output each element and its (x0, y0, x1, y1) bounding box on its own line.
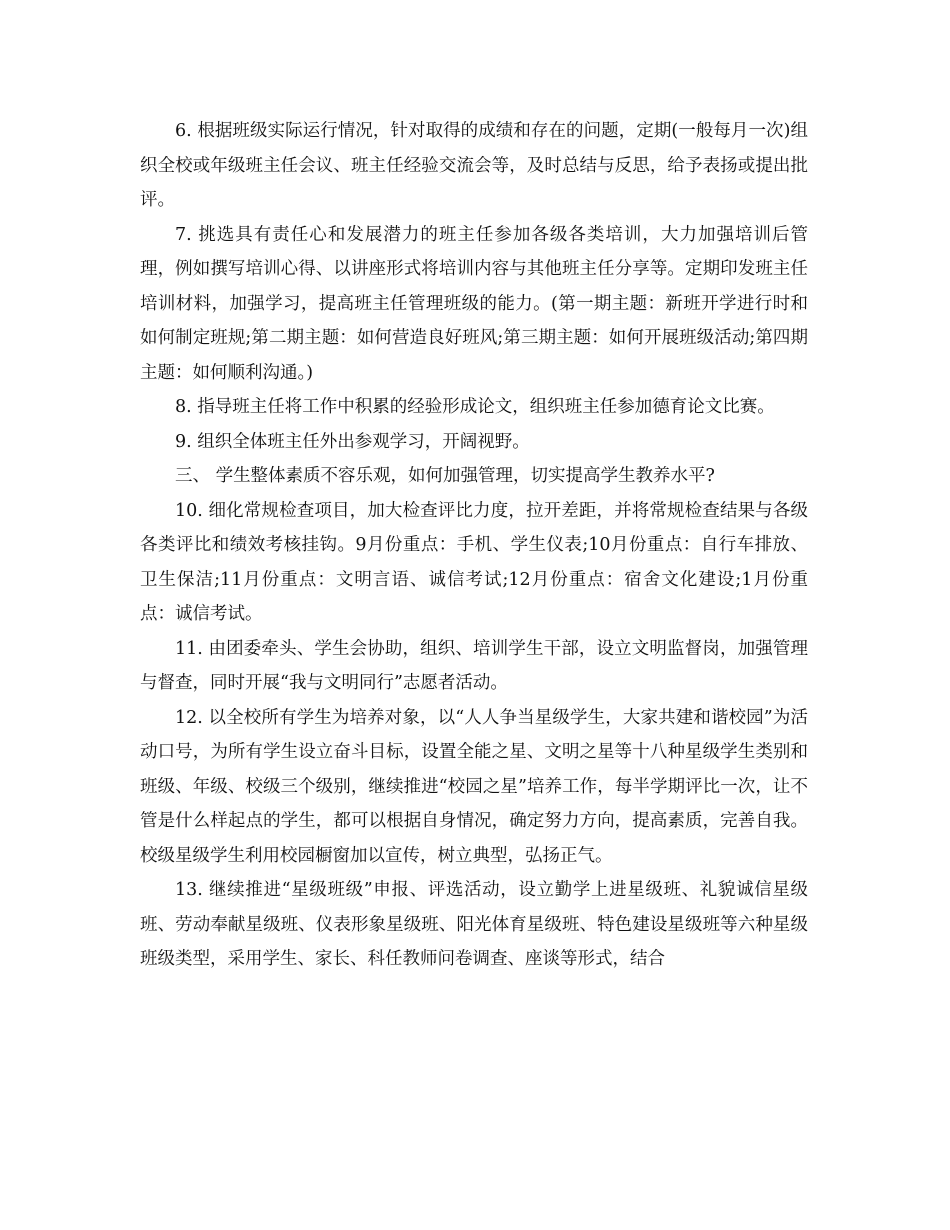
document-body (140, 114, 808, 977)
section-heading-3: 三、 学生整体素质不容乐观，如何加强管理，切实提高学生教养水平? (175, 466, 715, 486)
paragraph-item-11: 11. 由团委牵头、学生会协助，组织、培训学生干部，设立文明监督岗，加强管理与督查，同时开展“我与文明同行”志愿者活动。 (140, 638, 808, 693)
paragraph-item-10: 10. 细化常规检查项目，加大检查评比力度，拉开差距，并将常规检查结果与各级各类评比和绩效考核挂钩。9月份重点：手机、学生仪表;10月份重点：自行车排放、卫生保洁;11月份重点：文明言语、诚信考试;12月份重点：宿舍文化建设;1月份重点：诚信考试。 (140, 500, 808, 624)
paragraph-item-12: 12. 以全校所有学生为培养对象，以“人人争当星级学生，大家共建和谐校园”为活动口号，为所有学生设立奋斗目标，设置全能之星、文明之星等十八种星级学生类别和班级、年级、校级三个级别，继续推进“校园之星”培养工作，每半学期评比一次，让不管是什么样起点的学生，都可以根据自身情况，确定努力方向，提高素质，完善自我。校级星级学生利用校园橱窗加以宣传，树立典型，弘扬正气。 (140, 707, 808, 866)
paragraph-item-7: 7. 挑选具有责任心和发展潜力的班主任参加各级各类培训，大力加强培训后管理，例如撰写培训心得、以讲座形式将培训内容与其他班主任分享等。定期印发班主任培训材料，加强学习，提高班主任管理班级的能力。(第一期主题：新班开学进行时和如何制定班规;第二期主题：如何营造良好班风;第三期主题：如何开展班级活动;第四期主题：如何顺利沟通。) (140, 224, 808, 383)
paragraph-item-13: 13. 继续推进“星级班级”申报、评选活动，设立勤学上进星级班、礼貌诚信星级班、劳动奉献星级班、仪表形象星级班、阳光体育星级班、特色建设星级班等六种星级班级类型，采用学生、家长、科任教师问卷调查、座谈等形式，结合 (140, 880, 808, 969)
paragraph-item-6: 6. 根据班级实际运行情况，针对取得的成绩和存在的问题，定期(一般每月一次)组织全校或年级班主任会议、班主任经验交流会等，及时总结与反思，给予表扬或提出批评。 (140, 121, 808, 210)
paragraph-item-9: 9. 组织全体班主任外出参观学习，开阔视野。 (175, 431, 530, 452)
paragraph-item-8: 8. 指导班主任将工作中积累的经验形成论文，组织班主任参加德育论文比赛。 (175, 397, 775, 417)
